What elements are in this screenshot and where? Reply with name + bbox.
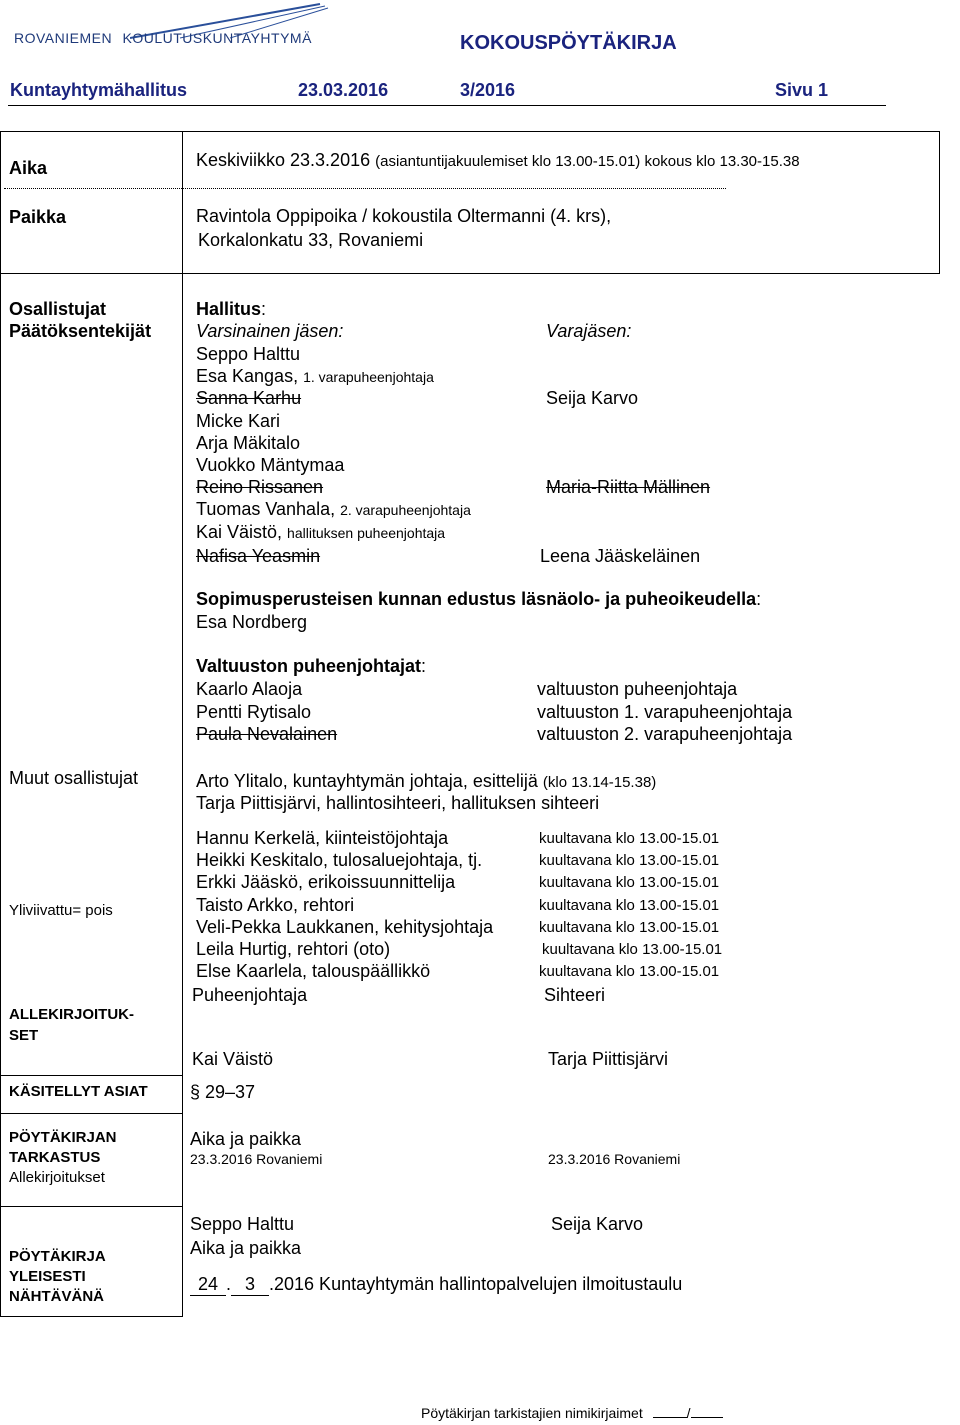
nahtavana-dot: . <box>226 1274 232 1294</box>
expert-time: kuultavana klo 13.00-15.01 <box>539 918 720 936</box>
body-name: Kuntayhtymähallitus <box>10 80 188 100</box>
muut-label: Muut osallistujat <box>9 768 139 788</box>
valtuusto-name: Kaarlo Alaoja <box>196 679 303 699</box>
paatoksentekijat-label: Päätöksentekijät <box>9 321 152 341</box>
nahtavana-month: 3 <box>231 1274 269 1296</box>
member-row <box>196 522 445 543</box>
valtuusto-title: Valtuuston puheenjohtajat <box>196 656 422 676</box>
member-row <box>196 433 300 454</box>
table-right-border <box>939 131 940 274</box>
member-row <box>196 477 323 498</box>
aika-label: Aika <box>9 158 48 178</box>
secretary-title: Sihteeri <box>544 985 606 1005</box>
label-column-divider <box>182 131 183 1317</box>
kasitellyt-value: § 29–37 <box>190 1082 256 1102</box>
expert-name: Erkki Jääskö, erikoissuunnittelija <box>196 872 456 893</box>
valtuusto-name: Paula Nevalainen <box>196 724 338 744</box>
member-row <box>196 366 434 387</box>
hallitus-title: Hallitus <box>196 299 262 319</box>
member-name: Tuomas Vanhala, <box>196 499 336 520</box>
hallitus-heading <box>196 299 266 320</box>
expert-name: Veli-Pekka Laukkanen, kehitysjohtaja <box>196 916 494 937</box>
row-divider-kasitellyt-bottom <box>0 1113 183 1114</box>
chair-title: Puheenjohtaja <box>192 985 308 1005</box>
allekirjoitukset-label <box>9 1004 134 1046</box>
header-rule <box>8 105 886 106</box>
table-left-border <box>0 131 1 1317</box>
valtuusto-role: valtuuston 2. varapuheenjohtaja <box>537 724 793 744</box>
deputy-name: Maria-Riitta Mällinen <box>546 477 711 498</box>
tarkastus-signer-right: Seija Karvo <box>551 1214 644 1234</box>
valtuusto-heading <box>196 656 426 677</box>
nahtavana-aika-paikka: Aika ja paikka <box>190 1238 302 1258</box>
member-row <box>196 546 320 567</box>
nahtavana-date-line <box>190 1274 682 1296</box>
member-name: Sanna Karhu <box>196 388 302 409</box>
expert-time: kuultavana klo 13.00-15.01 <box>539 852 720 870</box>
tarkastus-label <box>9 1128 117 1188</box>
osallistujat-label: Osallistujat <box>9 299 107 319</box>
tarkastus-aika-paikka: Aika ja paikka <box>190 1129 302 1149</box>
expert-time: kuultavana klo 13.00-15.01 <box>539 830 720 847</box>
tarkastus-label-2: TARKASTUS <box>9 1149 101 1166</box>
meeting-date: 23.03.2016 <box>298 80 389 100</box>
member-name: Kai Väistö, <box>196 521 283 542</box>
aika-date: Keskiviikko 23.3.2016 <box>196 150 371 170</box>
paikka-line1: Ravintola Oppipoika / kokoustila Oltermanni (4. krs), <box>196 206 612 226</box>
member-row <box>196 411 280 432</box>
meeting-number: 3/2016 <box>460 80 516 100</box>
allekirjoitukset-label-2: SET <box>9 1027 39 1044</box>
expert-time: kuultavana klo 13.00-15.01 <box>539 963 720 981</box>
footer-initials-field-2 <box>691 1417 723 1418</box>
muut-line1-text: Arto Ylitalo, kuntayhtymän johtaja, esittelijä <box>196 771 538 791</box>
nahtavana-label-3: NÄHTÄVÄNÄ <box>9 1288 104 1305</box>
hallitus-colon: : <box>261 299 267 319</box>
member-name: Vuokko Mäntymaa <box>196 455 345 475</box>
paikka-line2: Korkalonkatu 33, Rovaniemi <box>198 230 424 250</box>
kasitellyt-label: KÄSITELLYT ASIAT <box>9 1083 148 1100</box>
valtuusto-role: valtuuston 1. varapuheenjohtaja <box>537 701 793 722</box>
valtuusto-role: valtuuston puheenjohtaja <box>537 679 738 699</box>
expert-time: kuultavana klo 13.00-15.01 <box>539 896 720 914</box>
yliviivattu-note: Yliviivattu= pois <box>9 902 113 919</box>
doc-title: KOKOUSPÖYTÄKIRJA <box>460 32 677 54</box>
expert-name: Hannu Kerkelä, kiinteistöjohtaja <box>196 828 449 848</box>
expert-time: kuultavana klo 13.00-15.01 <box>539 874 720 892</box>
footer-initials-slash: / <box>686 1405 691 1421</box>
table-top-border <box>0 131 940 132</box>
tarkastus-label-1: PÖYTÄKIRJAN <box>9 1129 117 1146</box>
valtuusto-colon: : <box>421 656 427 676</box>
row-divider-nahtavana-top <box>0 1206 183 1207</box>
member-row <box>196 388 301 409</box>
tarkastus-signer-left: Seppo Halttu <box>190 1214 295 1234</box>
member-row <box>196 499 471 520</box>
member-row <box>196 455 344 476</box>
member-role-note: 2. varapuheenjohtaja <box>340 502 471 519</box>
member-name: Nafisa Yeasmin <box>196 545 321 566</box>
member-row <box>196 344 300 365</box>
expert-name: Taisto Arkko, rehtori <box>196 894 355 915</box>
tarkastus-date-right: 23.3.2016 Rovaniemi <box>548 1151 681 1167</box>
logo-right-text: KOULUTUSKUNTAYHTYMÄ <box>122 30 312 46</box>
varajasen-heading: Varajäsen: <box>546 321 632 341</box>
row-divider-kasitellyt-top <box>0 1075 183 1076</box>
sopimus-heading <box>196 589 761 610</box>
allekirjoitukset-label-1: ALLEKIRJOITUK- <box>9 1006 134 1023</box>
deputy-name: Seija Karvo <box>546 388 639 409</box>
expert-time: kuultavana klo 13.00-15.01 <box>542 941 723 958</box>
sopimus-title: Sopimusperusteisen kunnan edustus läsnäolo- ja puheoikeudella <box>196 589 757 609</box>
member-role-note: hallituksen puheenjohtaja <box>287 524 446 541</box>
muut-line1-note: (klo 13.14-15.38) <box>542 774 657 791</box>
sopimus-name: Esa Nordberg <box>196 612 308 632</box>
expert-name: Else Kaarlela, talouspäällikkö <box>196 961 431 982</box>
sopimus-colon: : <box>756 589 762 609</box>
logo <box>10 4 340 54</box>
muut-line1 <box>196 771 656 792</box>
nahtavana-label-1: PÖYTÄKIRJA <box>9 1248 106 1265</box>
nahtavana-label-2: YLEISESTI <box>9 1268 86 1285</box>
varsinainen-heading: Varsinainen jäsen: <box>196 321 344 341</box>
nahtavana-label <box>9 1247 106 1307</box>
member-role-note: 1. varapuheenjohtaja <box>303 369 434 386</box>
tarkastus-label-3: Allekirjoitukset <box>9 1169 105 1186</box>
member-name: Reino Rissanen <box>196 477 324 498</box>
expert-name: Leila Hurtig, rehtori (oto) <box>196 939 391 959</box>
nahtavana-day: 24 <box>190 1274 226 1296</box>
tarkastus-date-left: 23.3.2016 Rovaniemi <box>190 1151 323 1167</box>
secretary-name: Tarja Piittisjärvi <box>548 1049 669 1069</box>
member-name: Esa Kangas, <box>196 366 299 387</box>
valtuusto-name: Pentti Rytisalo <box>196 701 312 722</box>
page-number: Sivu 1 <box>775 80 829 100</box>
table-bottom-border <box>0 1316 183 1317</box>
footer-initials-field-1 <box>653 1417 687 1418</box>
deputy-name: Leena Jääskeläinen <box>540 545 701 566</box>
paikka-label: Paikka <box>9 207 67 227</box>
aika-dotted-divider <box>4 188 726 189</box>
nahtavana-rest: .2016 Kuntayhtymän hallintopalvelujen ilmoitustaulu <box>269 1274 683 1294</box>
footer <box>421 1405 723 1421</box>
logo-left-text: ROVANIEMEN <box>14 30 113 46</box>
member-name: Seppo Halttu <box>196 344 301 364</box>
member-name: Micke Kari <box>196 410 281 431</box>
aika-note: (asiantuntijakuulemiset klo 13.00-15.01) kokous klo 13.30-15.38 <box>375 153 800 170</box>
aika-value <box>196 150 800 171</box>
footer-text: Pöytäkirjan tarkistajien nimikirjaimet <box>421 1405 643 1421</box>
chair-name: Kai Väistö <box>192 1049 274 1069</box>
member-name: Arja Mäkitalo <box>196 432 301 453</box>
muut-line2: Tarja Piittisjärvi, hallintosihteeri, hallituksen sihteeri <box>196 793 600 813</box>
expert-name: Heikki Keskitalo, tulosaluejohtaja, tj. <box>196 850 483 871</box>
row-divider-1 <box>0 273 940 274</box>
